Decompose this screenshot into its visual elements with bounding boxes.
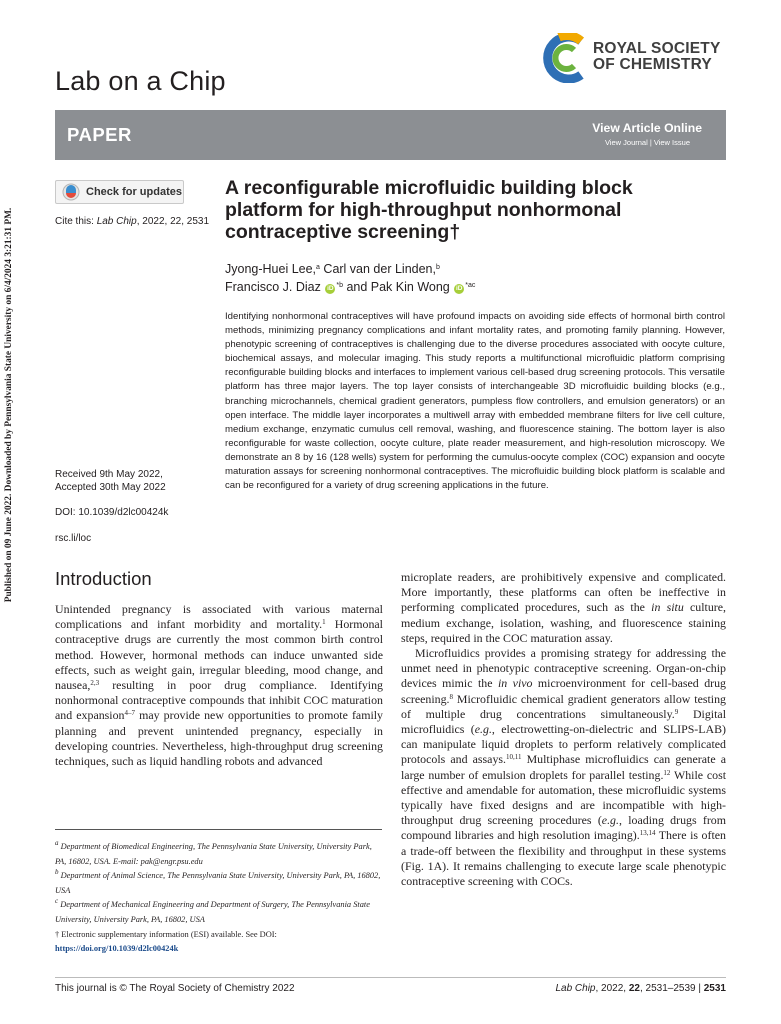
orcid-icon[interactable]: iD (327, 285, 334, 292)
citation-ref[interactable]: 12 (663, 768, 671, 777)
citation-ref[interactable]: 10,11 (506, 753, 522, 762)
citation-ref[interactable]: 1 (322, 618, 326, 627)
author-name: Carl van der Linden, (319, 262, 436, 276)
citation-ref[interactable]: 2,3 (90, 679, 100, 688)
accepted-date: Accepted 30th May 2022 (55, 482, 166, 493)
citation-ref[interactable]: 9 (674, 707, 679, 716)
footnote-divider (55, 829, 382, 830)
article-title: A reconfigurable microfluidic building block platform for high-throughput nonhormonal contraceptive screening† (225, 177, 633, 243)
citation-ref[interactable]: 8 (449, 692, 454, 701)
section-heading-introduction: Introduction (55, 568, 152, 589)
abstract: Identifying nonhormonal contraceptives will have profound impacts on avoiding side effects of hormonal birth control methods, minimizing pregnancy complications and infant mortality rates, and promoting family planning. However, phenotypic screening of contraceptives is challenging due to the diverse procedures associated with oocyte culture, biochemical assays, and molecular imaging. This study reports a multifunctional microfluidic platform comprising reconfigurable building blocks and interfaces to implement various cell-based drug screening protocols. This versatile platform has three major layers. The top layer consists of interchangeable 3D microfluidic building blocks (e.g., branching microchannels, chemical gradient generators, pumpless flow controllers, and emulsion generators) or an open interface. The middle layer incorporates a multiwell array with embedded membrane filters for live cell culture, medium exchange, enzymatic cumulus cell removal, washing, and fluorescence staining. The bottom layer is also reconfigurable for waste collection, oocyte culture, plate reader measurement, and high-resolution microscopy. We demonstrate an 8 by 16 (128 wells) system for performing the cumulus-oocyte complex (COC) expansion and oocyte maturation assays for screening nonhormonal contraceptives. The microfluidic building block platform is scalable and can be reconfigured for a variety of drug screening applications in the future. (225, 311, 725, 492)
citation-ref[interactable]: 13,14 (639, 829, 656, 838)
view-article-online-link[interactable]: View Article Online (592, 121, 702, 135)
publisher-logo[interactable] (541, 33, 727, 85)
publisher-name: ROYAL SOCIETY OF CHEMISTRY (593, 40, 721, 73)
body-column-left: Unintended pregnancy is associated with various maternal complications and infant morbidity and mortality.$^1$ Hormonal contraceptive drugs are currently the most common birth control method. However, hormonal methods can induce unwanted side effects, such as weight gain, irregular bleeding, mood change, and nausea,$^{2,3}$ resulting in poor drug compliance. Identifying nonhormonal contraceptive compounds that inhibit COC maturation and expansion$^{4-7}$ may provide new opportunities to promote family planning and prevent unintended pregnancy, especially in developing countries. Nevertheless, high-throughput drug screening techniques, such as liquid handling robots and advanced (55, 602, 384, 769)
view-journal-issue-links[interactable]: View Journal | View Issue (604, 138, 690, 147)
author-name: Francisco J. Diaz (225, 280, 325, 294)
journal-short-link[interactable]: rsc.li/loc (55, 533, 92, 544)
crossmark-icon (62, 183, 80, 201)
check-for-updates-button[interactable]: Check for updates (55, 180, 184, 204)
journal-title[interactable]: Lab on a Chip (55, 66, 226, 96)
received-date: Received 9th May 2022, (55, 469, 163, 480)
download-notice: Published on 09 June 2022. Downloaded by Pennsylvania State University on 6/4/2024 3:21:31 PM. (4, 207, 14, 603)
page-number: 2531 (703, 983, 726, 994)
author-list: Jyong-Huei Lee,$^a$ Carl van der Linden,$^b$ Francisco J. Diaz iD $^{*b}$ and Pak Kin Wong iD $^{*ac}$ (225, 262, 476, 294)
page-citation: Lab Chip, 2022, 22, 2531–2539 | 2531 (555, 983, 726, 994)
copyright-notice: This journal is © The Royal Society of Chemistry 2022 (55, 983, 295, 994)
author-name: Jyong-Huei Lee, (225, 262, 317, 276)
orcid-icon[interactable]: iD (455, 285, 463, 292)
esi-doi-link[interactable]: https://doi.org/10.1039/d2lc00424k (55, 944, 179, 954)
citation: Cite this: Lab Chip, 2022, 22, 2531 (55, 216, 210, 227)
citation-ref[interactable]: 4–7 (124, 709, 135, 718)
rsc-ring-icon (541, 33, 587, 83)
affiliations-footnotes: $^a$ Department of Biomedical Engineering, The Pennsylvania State University, University Park, PA, 16802, USA. E-mail: pak@engr.psu.edu $^b$ Department of Animal Science, The Pennsylvania State University, University Park, PA, 16802, USA $^c$ Department of Mechanical Engineering and Department of Surgery, The Pennsylvania State University, University Park, PA, 16802, USA † Electronic supplementary information (ESI) available. See DOI: https://doi.org/10.1039/d2lc00424k (55, 839, 381, 954)
article-type: PAPER (67, 124, 132, 145)
author-name: and Pak Kin Wong (342, 280, 454, 294)
footer-divider (55, 977, 726, 978)
doi[interactable]: DOI: 10.1039/d2lc00424k (55, 507, 169, 518)
body-column-right: microplate readers, are prohibitively expensive and complicated. More importantly, these platforms can often be ineffective in performing complicated procedures, such as the in situ culture, medium exchange, isolation, washing, and fluorescence staining steps, required in the COC maturation assay. Microfluidics provides a promising strategy for addressing the unmet need in phenotypic contraceptive screening. Organ-on-chip devices mimic the in vivo microenvironment for cell-based drug screening.$^8$ Microfluidic chemical gradient generators allow testing of multiple drug concentrations simultaneously.$^9$ Digital microfluidics (e.g., electrowetting-on-dielectric and SLIPS-LAB) can manipulate liquid droplets to perform relatively complicated protocols and assays.$^{10,11}$ Multiphase microfluidics can generate a large number of emulsion droplets for parallel testing.$^{12}$ While cost effective and amendable for automation, these microfluidic systems typically have fixed designs and are incompatible with high-throughput drug screening procedures (e.g., loading drugs from compound libraries and high resolution imaging).$^{13,14}$ There is often a trade-off between the flexibility and throughput in these systems (Fig. 1A). It remains challenging to execute large scale phenotypic contraceptive screening with COCs. (401, 570, 727, 889)
article-type-banner (55, 110, 726, 160)
